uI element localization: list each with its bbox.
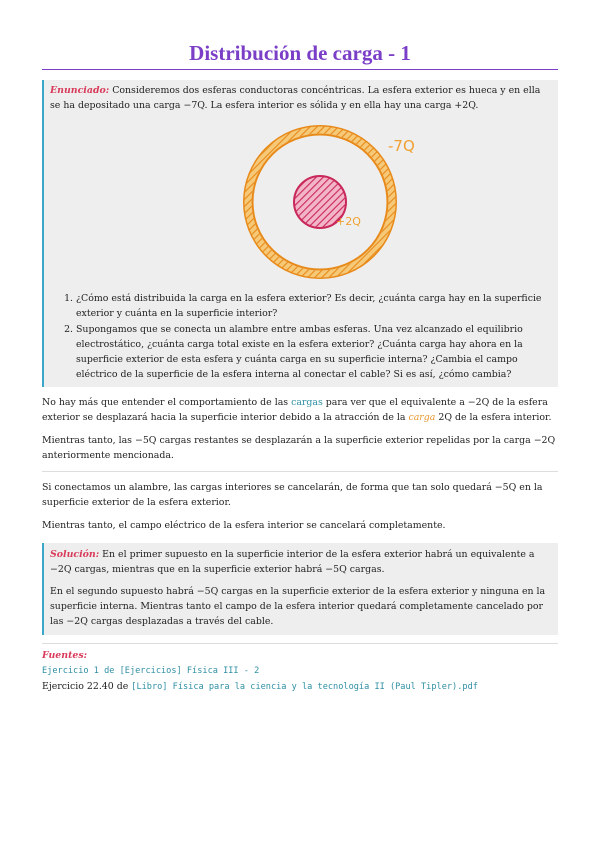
- solucion-paragraph-1: [50, 547, 550, 577]
- fuentes-section: [42, 648, 558, 695]
- enunciado-text: [50, 83, 550, 113]
- question-item-1: 1. ¿Cómo está distribuida la carga en la esfera exterior? Es decir, ¿cuánta carga hay en la superficie exterior y cuánta en la superficie interior?: [76, 291, 550, 321]
- body-paragraph-3: Si conectamos un alambre, las cargas interiores se cancelarán, de forma que tan solo quedará −5Q en la superficie exterior de la esfera exterior.: [42, 482, 543, 508]
- body-paragraph-2: Mientras tanto, las −5Q cargas restantes se desplazarán a la superficie exterior repelidas por la carga −2Q anteriormente mencionada.: [42, 435, 556, 461]
- solucion-box: [42, 543, 558, 635]
- carga-link[interactable]: carga: [408, 412, 436, 423]
- body-paragraph-1: [42, 395, 558, 425]
- body-paragraph-4: Mientras tanto, el campo eléctrico de la esfera interior se cancelará completamente.: [42, 520, 446, 531]
- enunciado-label: Enunciado:: [50, 85, 110, 96]
- solucion-label: Solución:: [50, 549, 100, 560]
- enunciado-box: [42, 80, 558, 387]
- p1-text-b: para ver que el equivalente a −2Q de la esfera exterior se desplazará hacia la superficie interior debido a la atracción de la: [42, 397, 548, 423]
- fuentes-line-1: [42, 663, 558, 679]
- title-rule: [42, 69, 558, 70]
- fuentes-label: Fuentes:: [42, 650, 88, 661]
- questions-list: [50, 291, 550, 382]
- section-divider: [42, 471, 558, 472]
- spheres-figure: [50, 113, 550, 291]
- fuente-libro-link[interactable]: [Libro] Física para la ciencia y la tecnología II (Paul Tipler).pdf: [131, 682, 478, 692]
- fuentes-line-2: [42, 679, 558, 695]
- p1-text-c: 2Q de la esfera interior.: [435, 412, 552, 423]
- solucion-text-1: En el primer supuesto en la superficie interior de la esfera exterior habrá un equivalente a −2Q cargas, mientras que en la superficie exterior habrá −5Q cargas.: [50, 549, 535, 575]
- cargas-link[interactable]: cargas: [291, 397, 323, 408]
- concentric-spheres-diagram: [220, 117, 480, 287]
- p1-text-a: No hay más que entender el comportamiento de las: [42, 397, 292, 408]
- inner-charge-label: +2Q: [336, 215, 361, 228]
- page-title: Distribución de carga - 1: [189, 41, 411, 65]
- fuente-ejercicio-link[interactable]: Ejercicio 1 de [Ejercicios] Física III - 2: [42, 666, 260, 676]
- enunciado-body: Consideremos dos esferas conductoras concéntricas. La esfera exterior es hueca y en ella se ha depositado una carga −7Q. La esfera interior es sólida y en ella hay una carga +2Q.: [50, 85, 541, 111]
- fuente-prefix: Ejercicio 22.40 de: [42, 681, 132, 692]
- question-item-2: 2. Supongamos que se conecta un alambre entre ambas esferas. Una vez alcanzado el equilibrio electrostático, ¿cuánta carga total existe en la esfera exterior? ¿Cuánta carga hay ahora en la superficie exterior de esta esfera y cuánta carga en su superficie interna? ¿Cambia el campo eléctrico de la superficie de la esfera interna al conectar el cable? Si es así, ¿cómo cambia?: [76, 322, 550, 382]
- outer-charge-label: -7Q: [388, 137, 415, 155]
- fuentes-divider: [42, 643, 558, 644]
- solucion-paragraph-2: En el segundo supuesto habrá −5Q cargas en la superficie exterior de la esfera exterior y ninguna en la superficie interna. Mientras tanto el campo de la esfera interior quedará completamente cancelado por las −2Q cargas desplazadas a través del cable.: [50, 586, 546, 627]
